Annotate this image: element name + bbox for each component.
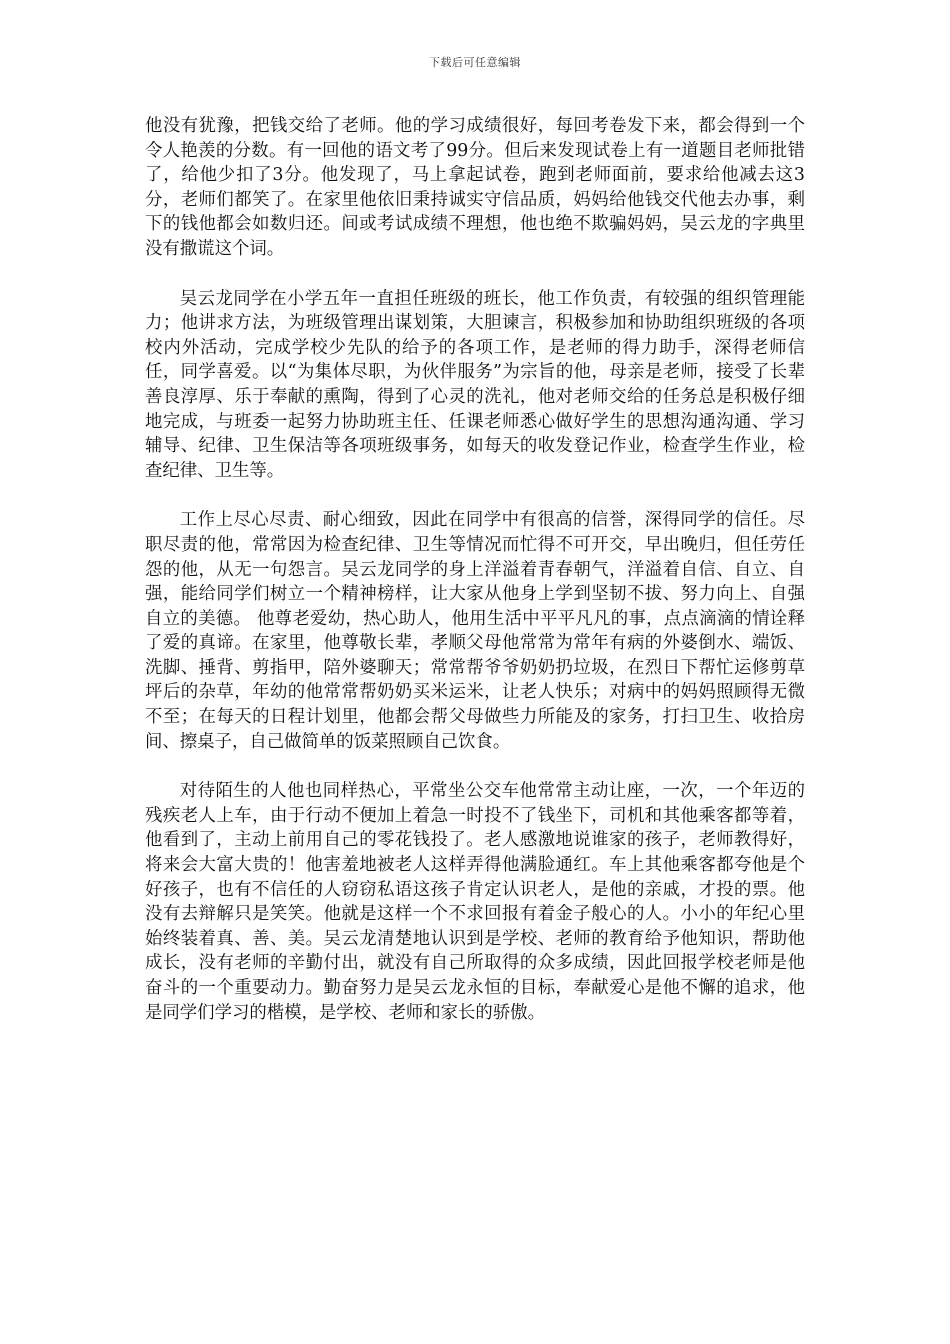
page-header: 下载后可任意编辑: [429, 56, 521, 69]
paragraph-3: 工作上尽心尽责、耐心细致，因此在同学中有很高的信誉，深得同学的信任。尽职尽责的他，常常因为检查纪律、卫生等情况而忙得不可开交，早出晚归，但任劳任怨的他，从无一句怨言。吴云龙同学的身上洋溢着青春朝气，洋溢着自信、自立、自强，能给同学们树立一个精神榜样，让大家从他身上学到坚韧不拔、努力向上、自强自立的美德。 他尊老爱幼，热心助人，他用生活中平平凡凡的事，点点滴滴的情诠释了爱的真谛。在家里，他尊敬长辈，孝顺父母他常常为常年有病的外婆倒水、端饭、洗脚、捶背、剪指甲，陪外婆聊天；常常帮爷爷奶奶扔垃圾，在烈日下帮忙运修剪草坪后的杂草，年幼的他常常帮奶奶买米运米，让老人快乐；对病中的妈妈照顾得无微不至；在每天的日程计划里，他都会帮父母做些力所能及的家务，打扫卫生、收拾房间、擦桌子，自己做简单的饭菜照顾自己饮食。: [145, 510, 805, 752]
paragraph-1: 他没有犹豫，把钱交给了老师。他的学习成绩很好，每回考卷发下来，都会得到一个令人艳羡的分数。有一回他的语文考了99分。但后来发现试卷上有一道题目老师批错了，给他少扣了3分。他发现了，马上拿起试卷，跑到老师面前，要求给他减去这3分，老师们都笑了。在家里他依旧秉持诚实守信品质，妈妈给他钱交代他去办事，剩下的钱他都会如数归还。间或考试成绩不理想，他也绝不欺骗妈妈，吴云龙的字典里没有撒谎这个词。: [145, 116, 805, 259]
document-body: [145, 114, 805, 1050]
paragraph-2: 吴云龙同学在小学五年一直担任班级的班长，他工作负责，有较强的组织管理能力；他讲求方法，为班级管理出谋划策，大胆谏言，积极参加和协助组织班级的各项校内外活动，完成学校少先队的给予的各项工作，是老师的得力助手，深得老师信任，同学喜爱。以“为集体尽职，为伙伴服务”为宗旨的他，母亲是老师，接受了长辈善良淳厚、乐于奉献的熏陶，得到了心灵的洗礼，他对老师交给的任务总是积极仔细地完成，与班委一起努力协助班主任、任课老师悉心做好学生的思想沟通沟通、学习辅导、纪律、卫生保洁等各项班级事务，如每天的收发登记作业，检查学生作业，检查纪律、卫生等。: [145, 288, 805, 481]
paragraph-4: 对待陌生的人他也同样热心，平常坐公交车他常常主动让座，一次，一个年迈的残疾老人上车，由于行动不便加上着急一时投不了钱坐下，司机和其他乘客都等着，他看到了，主动上前用自己的零花钱投了。老人感激地说谁家的孩子，老师教得好，将来会大富大贵的！他害羞地被老人这样弄得他满脸通红。车上其他乘客都夸他是个好孩子，也有不信任的人窃窃私语这孩子肯定认识老人，是他的亲戚，才投的票。他没有去辩解只是笑笑。他就是这样一个不求回报有着金子般心的人。小小的年纪心里始终装着真、善、美。吴云龙清楚地认识到是学校、老师的教育给予他知识，帮助他成长，没有老师的辛勤付出，就没有自己所取得的众多成绩，因此回报学校老师是他奋斗的一个重要动力。勤奋努力是吴云龙永恒的目标，奉献爱心是他不懈的追求，他是同学们学习的楷模，是学校、老师和家长的骄傲。: [145, 781, 805, 1023]
